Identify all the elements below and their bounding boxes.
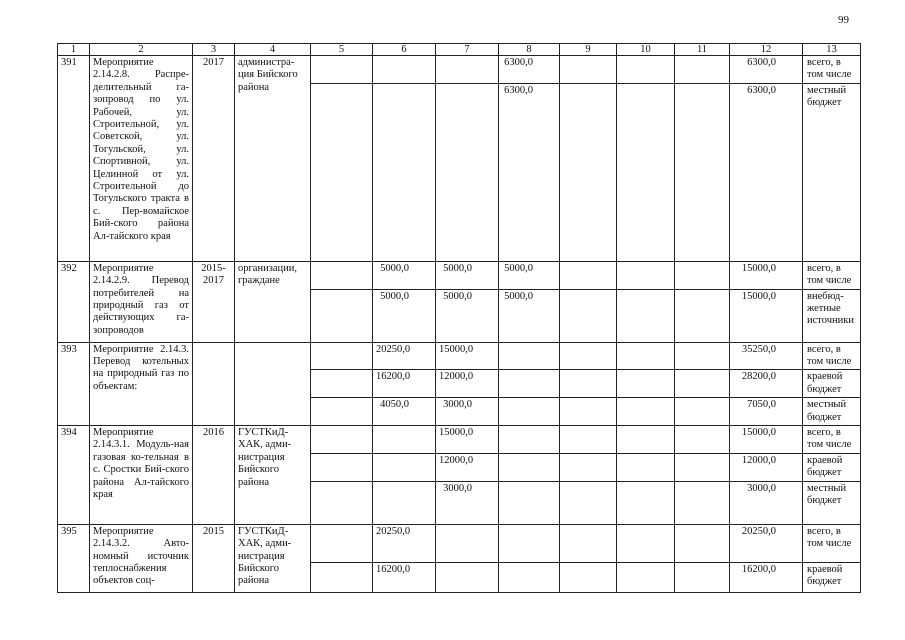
amount-cell-c5 [311, 481, 373, 524]
row-number: 393 [58, 342, 90, 425]
column-number: 9 [560, 44, 617, 56]
amount-cell-c10 [617, 83, 675, 261]
column-number-row [58, 44, 861, 56]
amount-cell-c8: 5000,0 [499, 289, 560, 342]
amount-cell-c7: 12000,0 [436, 453, 499, 481]
executor: ГУСТКиД-ХАК, адми-нистрация Бийского района [235, 426, 311, 525]
executor: ГУСТКиД-ХАК, адми-нистрация Бийского района [235, 524, 311, 592]
amount-cell-c11 [675, 83, 730, 261]
amount-cell-c11 [675, 524, 730, 562]
amount-cell-c8 [499, 562, 560, 592]
amount-cell-c7: 5000,0 [436, 261, 499, 289]
amount-cell-c5 [311, 83, 373, 261]
amount-cell-c5 [311, 426, 373, 454]
amount-cell-c6: 16200,0 [373, 562, 436, 592]
amount-cell-c9 [560, 83, 617, 261]
column-number: 1 [58, 44, 90, 56]
amount-cell-c9 [560, 398, 617, 426]
amount-cell-c5 [311, 56, 373, 84]
amount-cell-c8 [499, 398, 560, 426]
row-number: 392 [58, 261, 90, 342]
amount-cell-c8 [499, 426, 560, 454]
amount-cell-c11 [675, 426, 730, 454]
amount-cell-c5 [311, 261, 373, 289]
amount-cell-c11 [675, 289, 730, 342]
amount-cell-c10 [617, 342, 675, 370]
amount-cell-c7: 15000,0 [436, 342, 499, 370]
amount-cell-c11 [675, 342, 730, 370]
amount-cell-c10 [617, 261, 675, 289]
funding-source: местный бюджет [803, 398, 861, 426]
table-row [58, 342, 861, 370]
amount-cell-c11 [675, 398, 730, 426]
amount-cell-c9 [560, 261, 617, 289]
executor [235, 342, 311, 425]
amount-cell-c5 [311, 342, 373, 370]
amount-cell-c9 [560, 481, 617, 524]
column-number: 5 [311, 44, 373, 56]
amount-cell-c5 [311, 370, 373, 398]
column-number: 7 [436, 44, 499, 56]
amount-cell-c6: 20250,0 [373, 524, 436, 562]
activity-name: Мероприятие 2.14.3.2. Авто-номный источник теплоснабжения объектов соц- [90, 524, 193, 592]
amount-cell-c9 [560, 524, 617, 562]
amount-cell-c7: 5000,0 [436, 289, 499, 342]
amount-cell-c6 [373, 453, 436, 481]
amount-cell-c7 [436, 56, 499, 84]
amount-cell-c6: 16200,0 [373, 370, 436, 398]
funding-source: всего, в том числе [803, 524, 861, 562]
funding-source: всего, в том числе [803, 261, 861, 289]
table-row [58, 524, 861, 562]
amount-cell-c12: 35250,0 [730, 342, 803, 370]
table-row [58, 56, 861, 84]
amount-cell-c8: 5000,0 [499, 261, 560, 289]
activity-name: Мероприятие 2.14.2.8. Распре-делительный га-зопровод по ул. Рабочей, ул. Строительной, ул. Советской, ул. Тогульской, ул. Спортивной, ул. Целинной от ул. Строительной до Тогульского тракта в с. Пер-вомайское Бий-ского района Ал-тайского края [90, 56, 193, 262]
amount-cell-c8: 6300,0 [499, 83, 560, 261]
amount-cell-c9 [560, 342, 617, 370]
amount-cell-c7: 12000,0 [436, 370, 499, 398]
executor: организации, граждане [235, 261, 311, 342]
amount-cell-c7: 15000,0 [436, 426, 499, 454]
amount-cell-c10 [617, 524, 675, 562]
column-number: 8 [499, 44, 560, 56]
column-number: 3 [193, 44, 235, 56]
table-row [58, 261, 861, 289]
implementation-years [193, 342, 235, 425]
amount-cell-c6 [373, 56, 436, 84]
executor: администра-ция Бийского района [235, 56, 311, 262]
amount-cell-c5 [311, 562, 373, 592]
funding-source: краевой бюджет [803, 453, 861, 481]
amount-cell-c10 [617, 481, 675, 524]
amount-cell-c12: 15000,0 [730, 289, 803, 342]
amount-cell-c11 [675, 261, 730, 289]
amount-cell-c12: 28200,0 [730, 370, 803, 398]
amount-cell-c6: 5000,0 [373, 289, 436, 342]
amount-cell-c12: 16200,0 [730, 562, 803, 592]
column-number: 11 [675, 44, 730, 56]
funding-source: местный бюджет [803, 481, 861, 524]
implementation-years: 2016 [193, 426, 235, 525]
amount-cell-c12: 6300,0 [730, 56, 803, 84]
activity-name: Мероприятие 2.14.2.9. Перевод потребителей на природный газ от действующих га-зопроводов [90, 261, 193, 342]
column-number: 6 [373, 44, 436, 56]
amount-cell-c9 [560, 426, 617, 454]
funding-source: всего, в том числе [803, 56, 861, 84]
amount-cell-c12: 15000,0 [730, 261, 803, 289]
amount-cell-c12: 20250,0 [730, 524, 803, 562]
amount-cell-c10 [617, 56, 675, 84]
amount-cell-c6 [373, 426, 436, 454]
amount-cell-c10 [617, 289, 675, 342]
amount-cell-c12: 12000,0 [730, 453, 803, 481]
column-number: 2 [90, 44, 193, 56]
amount-cell-c8 [499, 524, 560, 562]
amount-cell-c9 [560, 453, 617, 481]
table-row [58, 426, 861, 454]
amount-cell-c5 [311, 453, 373, 481]
amount-cell-c8 [499, 453, 560, 481]
amount-cell-c11 [675, 481, 730, 524]
row-number: 394 [58, 426, 90, 525]
amount-cell-c8: 6300,0 [499, 56, 560, 84]
amount-cell-c7 [436, 562, 499, 592]
row-number: 395 [58, 524, 90, 592]
amount-cell-c6 [373, 83, 436, 261]
amount-cell-c11 [675, 56, 730, 84]
amount-cell-c12: 6300,0 [730, 83, 803, 261]
activity-name: Мероприятие 2.14.3. Перевод котельных на природный газ по объектам: [90, 342, 193, 425]
implementation-years: 2015-2017 [193, 261, 235, 342]
amount-cell-c12: 3000,0 [730, 481, 803, 524]
amount-cell-c11 [675, 453, 730, 481]
amount-cell-c10 [617, 426, 675, 454]
column-number: 4 [235, 44, 311, 56]
amount-cell-c5 [311, 398, 373, 426]
funding-source: краевой бюджет [803, 370, 861, 398]
amount-cell-c9 [560, 56, 617, 84]
implementation-years: 2015 [193, 524, 235, 592]
amount-cell-c6: 20250,0 [373, 342, 436, 370]
amount-cell-c9 [560, 289, 617, 342]
funding-source: всего, в том числе [803, 426, 861, 454]
amount-cell-c8 [499, 481, 560, 524]
amount-cell-c11 [675, 562, 730, 592]
implementation-years: 2017 [193, 56, 235, 262]
amount-cell-c7 [436, 83, 499, 261]
column-number: 10 [617, 44, 675, 56]
page-number: 99 [838, 14, 849, 26]
funding-source: краевой бюджет [803, 562, 861, 592]
amount-cell-c12: 15000,0 [730, 426, 803, 454]
amount-cell-c5 [311, 289, 373, 342]
amount-cell-c10 [617, 562, 675, 592]
amount-cell-c5 [311, 524, 373, 562]
amount-cell-c7: 3000,0 [436, 398, 499, 426]
funding-source: всего, в том числе [803, 342, 861, 370]
column-number: 12 [730, 44, 803, 56]
amount-cell-c8 [499, 370, 560, 398]
amount-cell-c7 [436, 524, 499, 562]
program-activities-table [57, 43, 861, 593]
amount-cell-c10 [617, 398, 675, 426]
amount-cell-c12: 7050,0 [730, 398, 803, 426]
column-number: 13 [803, 44, 861, 56]
amount-cell-c11 [675, 370, 730, 398]
amount-cell-c6: 5000,0 [373, 261, 436, 289]
amount-cell-c7: 3000,0 [436, 481, 499, 524]
activity-name: Мероприятие 2.14.3.1. Модуль-ная газовая ко-тельная в с. Сростки Бий-ского района Ал-тайского края [90, 426, 193, 525]
amount-cell-c10 [617, 453, 675, 481]
funding-source: внебюд-жетные источники [803, 289, 861, 342]
amount-cell-c9 [560, 370, 617, 398]
row-number: 391 [58, 56, 90, 262]
amount-cell-c8 [499, 342, 560, 370]
amount-cell-c6 [373, 481, 436, 524]
amount-cell-c10 [617, 370, 675, 398]
amount-cell-c9 [560, 562, 617, 592]
amount-cell-c6: 4050,0 [373, 398, 436, 426]
funding-source: местный бюджет [803, 83, 861, 261]
